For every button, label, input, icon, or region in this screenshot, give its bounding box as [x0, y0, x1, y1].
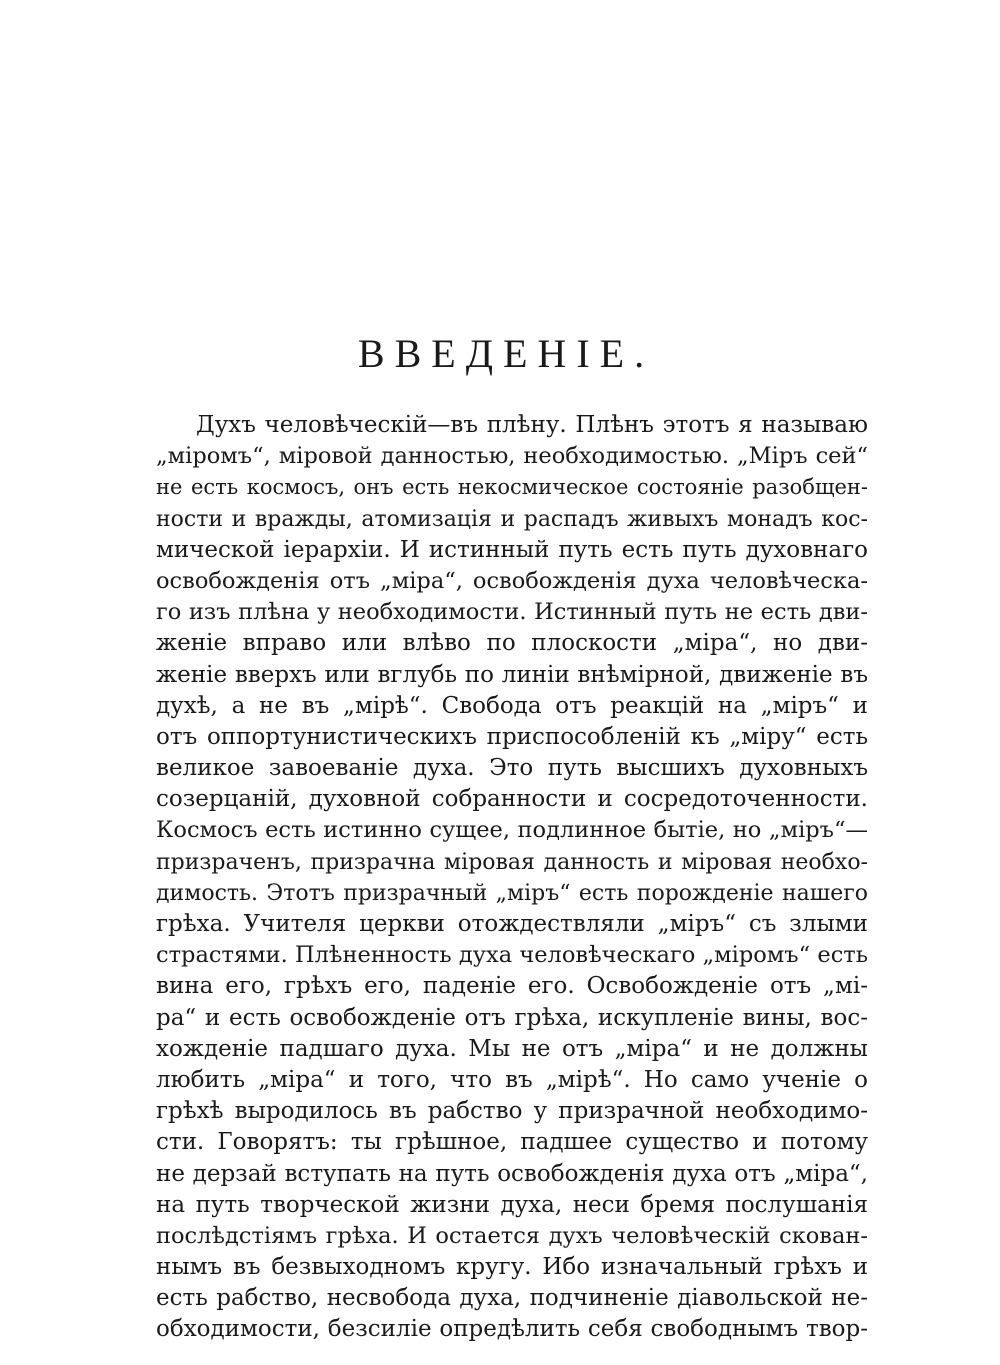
text-line: Космосъ есть истинно сущее, подлинное бытіе, но „міръ“— [156, 817, 868, 844]
text-line: сти. Говорятъ: ты грѣшное, падшее существо и потому [156, 1129, 868, 1156]
text-line: обходимости, безсиліе опредѣлить себя свободнымъ твор- [156, 1316, 868, 1343]
text-line: на путь творческой жизни духа, неси бремя послушанія [156, 1191, 868, 1218]
text-line: страстями. Плѣненность духа человѣческаго „міромъ“ есть [156, 942, 868, 969]
text-line: женіе вправо или влѣво по плоскости „міра“, но дви- [156, 630, 868, 657]
text-line: ра“ и есть освобожденіе отъ грѣха, искупленіе вины, вос- [156, 1004, 868, 1031]
text-line: нымъ въ безвыходномъ кругу. Ибо изначальный грѣхъ и [156, 1254, 868, 1281]
text-line: димость. Этотъ призрачный „міръ“ есть порожденіе нашего [156, 880, 868, 906]
text-line: женіе вверхъ или вглубь по линіи внѣмірной, движеніе въ [156, 661, 868, 688]
text-line: великое завоеваніе духа. Это путь высшихъ духовныхъ [156, 755, 868, 782]
text-line: Духъ человѣческій—въ плѣну. Плѣнъ этотъ я называю [196, 412, 868, 438]
text-line: мической іерархіи. И истинный путь есть путь духовнаго [156, 536, 868, 563]
text-line: созерцаній, духовной собранности и сосредоточенности. [156, 786, 868, 813]
text-line: хожденіе падшаго духа. Мы не отъ „міра“ и не должны [156, 1035, 868, 1062]
chapter-title: ВВЕДЕНІЕ. [357, 331, 655, 376]
text-line: призраченъ, призрачна міровая данность и міровая необхо- [156, 849, 868, 875]
text-line: ности и вражды, атомизація и распадъ живыхъ монадъ кос- [156, 506, 868, 532]
body-text [156, 410, 868, 1346]
text-line: любить „міра“ и того, что въ „мірѣ“. Но само ученіе о [156, 1066, 868, 1093]
text-line: духѣ, а не въ „мірѣ“. Свобода отъ реакцій на „міръ“ и [156, 692, 868, 719]
text-line: не есть космосъ, онъ есть некосмическое состояніе разобщен- [156, 475, 868, 500]
text-line: освобожденія отъ „міра“, освобожденія духа человѣческа- [156, 567, 868, 594]
text-line: „міромъ“, міровой данностью, необходимостью. „Міръ сей“ [156, 443, 868, 470]
text-line: послѣдстіямъ грѣха. И остается духъ человѣческій скован- [156, 1222, 868, 1249]
text-line: не дерзай вступать на путь освобожденія духа отъ „міра“, [156, 1160, 868, 1187]
text-line: го изъ плѣна у необходимости. Истинный путь не есть дви- [156, 599, 868, 626]
text-line: отъ оппортунистическихъ приспособленій къ „міру“ есть [156, 723, 868, 750]
text-line: грѣхѣ выродилось въ рабство у призрачной необходимо- [156, 1098, 868, 1125]
text-line: есть рабство, несвобода духа, подчиненіе діавольской не- [156, 1285, 868, 1312]
text-line: вина его, грѣхъ его, паденіе его. Освобожденіе отъ „мі- [156, 973, 868, 1000]
text-line: грѣха. Учителя церкви отождествляли „міръ“ съ злыми [156, 911, 868, 937]
